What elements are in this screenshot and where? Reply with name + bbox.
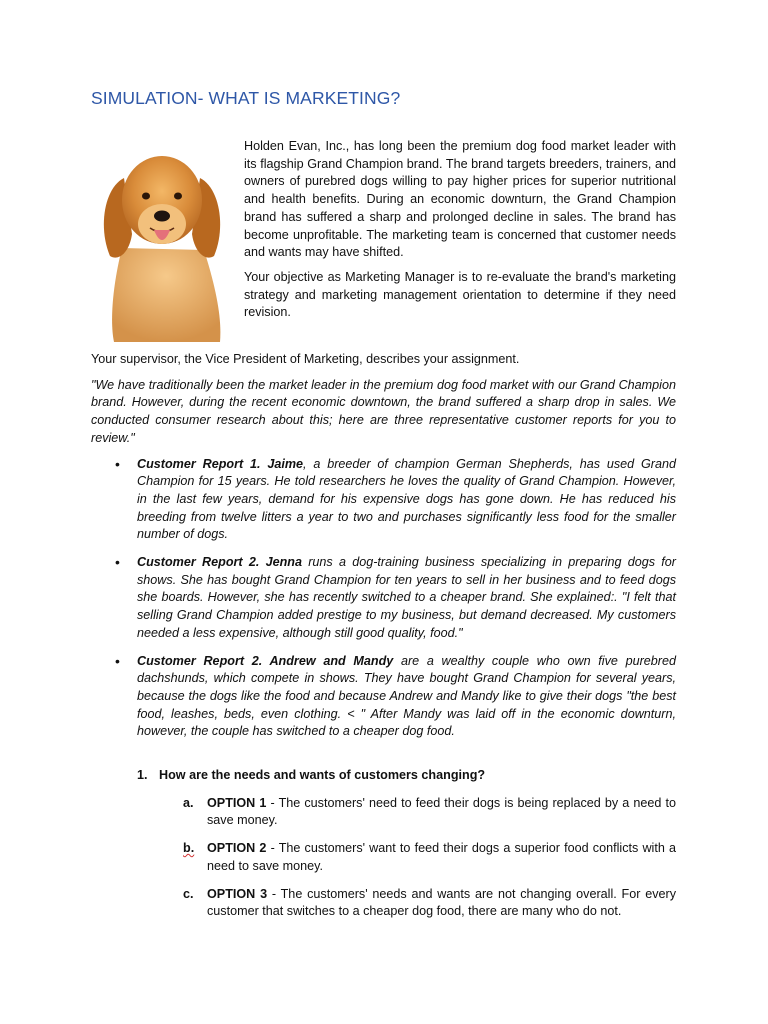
report-label: Customer Report 1. Jaime (137, 456, 304, 471)
option-2[interactable] (183, 840, 676, 875)
report-text: runs a dog-training business specializing in preparing dogs for shows. She has bought Grand Champion for ten years to sell in her business and to feed dogs she boards. However, she has recently switched to a cheaper brand. She explained:. "I felt that selling Grand Champion added prestige to my business, but demand decreased. My customers needed a less expensive, although still good quality, food." (137, 555, 676, 640)
vp-quote: "We have traditionally been the market leader in the premium dog food market with our Grand Champion brand. However, during the recent economic downtown, the brand suffered a sharp drop in sales. We conducted consumer research about this; here are three representative customer reports for you to review." (91, 377, 676, 445)
option-text: - The customers' want to feed their dogs a superior food conflicts with a need to save money. (207, 841, 676, 873)
option-letter: a. (183, 795, 194, 810)
question-text: How are the needs and wants of customers changing? (159, 768, 486, 783)
answer-options (183, 795, 676, 921)
option-3[interactable] (183, 886, 676, 921)
bullet-icon: • (115, 652, 120, 669)
report-label: Customer Report 2. Jenna (137, 555, 302, 570)
intro-paragraph-2: Your objective as Marketing Manager is to re-evaluate the brand's marketing strategy and marketing management orientation to determine if they need revision. (244, 269, 676, 320)
report-text: , a breeder of champion German Shepherds, has used Grand Champion for 15 years. He told researchers he loves the quality of Grand Champion. However, in the last few years, demand for his expensive dogs has gone down. He has reduced his breeding from twelve litters a year to two and purchases significantly less food for the smaller number of dogs. (137, 456, 676, 542)
page-title: SIMULATION- WHAT IS MARKETING? (91, 88, 401, 108)
question-1 (137, 767, 676, 785)
option-text: - The customers' needs and wants are not changing overall. For every customer that switches to a cheaper dog food, there are many who do not. (207, 886, 677, 919)
report-text: are a wealthy couple who own five purebred dachshunds, which compete in shows. They have bought Grand Champion for several years, because the dogs like the food and because Andrew and Mandy like to give their dogs "the best food, leashes, beds, even clothing. < " After Mandy was laid off in the economic downturn, however, the couple has switched to a cheaper dog food. (137, 653, 676, 739)
option-letter: b. (183, 841, 195, 856)
list-item (91, 456, 676, 545)
golden-retriever-image (92, 138, 232, 342)
customer-reports-list (91, 456, 676, 742)
option-tag: OPTION 1 (207, 795, 267, 810)
list-item (91, 554, 676, 643)
report-label: Customer Report 2. Andrew and Mandy (137, 653, 394, 668)
list-item (91, 653, 676, 742)
question-number: 1. (137, 768, 148, 783)
bullet-icon: • (115, 554, 120, 571)
option-tag: OPTION 2 (207, 841, 267, 856)
supervisor-line: Your supervisor, the Vice President of Marketing, describes your assignment. (91, 352, 520, 366)
option-1[interactable] (183, 795, 676, 830)
option-letter: c. (183, 886, 194, 901)
option-tag: OPTION 3 (207, 886, 268, 901)
intro-paragraph-1: Holden Evan, Inc., has long been the premium dog food market leader with its flagship Grand Champion brand. The brand targets breeders, trainers, and owners of purebred dogs willing to pay higher prices for superior nutritional and health benefits. During an economic downturn, the Grand Champion brand has suffered a sharp and prolonged decline in sales. The brand has become unprofitable. The marketing team is concerned that customer needs and wants may have shifted. (244, 139, 676, 260)
option-text: - The customers' need to feed their dogs is being replaced by a need to save money. (207, 795, 676, 828)
body-section (91, 351, 676, 931)
intro-section (244, 138, 676, 329)
bullet-icon: • (115, 455, 120, 472)
